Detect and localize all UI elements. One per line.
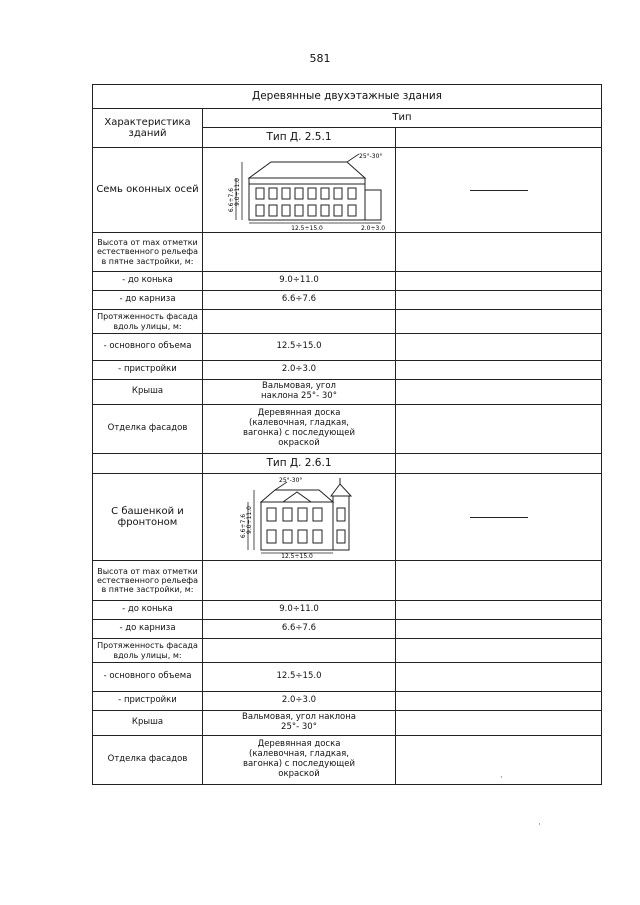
width-main-label: 12.5÷15.0 (281, 553, 313, 558)
facade-finish-line: окраской (278, 437, 320, 448)
empty-cell (203, 639, 396, 663)
type-column-header: Тип (203, 109, 602, 128)
header-row (93, 109, 602, 128)
type-name-row (93, 454, 602, 474)
empty-cell (396, 620, 602, 639)
main-length-row (93, 334, 602, 361)
facade-finish-value (203, 405, 396, 454)
roof-value (203, 711, 396, 736)
height-header-row (93, 233, 602, 272)
eave-value: 6.6÷7.6 (203, 620, 396, 639)
length-header-row (93, 310, 602, 334)
facade-finish-line: окраской (278, 768, 320, 779)
ridge-label: - до конька (93, 601, 203, 620)
ext-length-value: 2.0÷3.0 (203, 692, 396, 711)
height-eave-label: 6.6÷7.6 (240, 513, 247, 539)
dash-mark (470, 517, 528, 518)
empty-cell (396, 272, 602, 291)
eave-label: - до карниза (93, 620, 203, 639)
empty-cell (396, 361, 602, 380)
empty-cell (396, 291, 602, 310)
ridge-label: - до конька (93, 272, 203, 291)
height-total-label: 9.0÷11.0 (234, 178, 241, 206)
characteristic-column-header: Характеристика зданий (93, 109, 203, 148)
ext-length-row (93, 361, 602, 380)
row-label-line: С башенкой и (111, 505, 184, 517)
height-total-label: 9.0÷11.0 (246, 506, 253, 534)
main-length-label: - основного объема (93, 334, 203, 361)
roof-value-line: Вальмовая, угол наклона (242, 712, 356, 723)
empty-cell (93, 454, 203, 474)
facade-finish-line: (калевочная, гладкая, (249, 749, 349, 760)
empty-cell (396, 334, 602, 361)
roof-value-line: наклона 25°- 30° (261, 391, 337, 401)
drawing-row (93, 148, 602, 233)
empty-cell (203, 310, 396, 334)
page-number: 581 (309, 52, 331, 65)
main-length-value: 12.5÷15.0 (203, 334, 396, 361)
facade-finish-row (93, 405, 602, 454)
roof-row (93, 711, 602, 736)
type-name-2-6-1: Тип Д. 2.6.1 (203, 454, 396, 474)
facade-finish-value (203, 736, 396, 785)
facade-finish-label: Отделка фасадов (93, 405, 203, 454)
type-name-2-5-1: Тип Д. 2.5.1 (203, 128, 396, 148)
ext-length-row (93, 692, 602, 711)
ext-length-label: - пристройки (93, 692, 203, 711)
ridge-value: 9.0÷11.0 (203, 272, 396, 291)
empty-cell (396, 128, 602, 148)
ridge-row (93, 272, 602, 291)
height-header: Высота от max отметки естественного рельефа в пятне застройки, м: (93, 233, 203, 272)
facade-finish-line: вагонка) с последующей (242, 759, 356, 769)
width-main-label: 12.5÷15.0 (291, 225, 323, 230)
empty-cell (396, 601, 602, 620)
row-label-tower-and-pediment (93, 474, 203, 561)
height-header-row (93, 561, 602, 601)
empty-cell (396, 736, 602, 785)
eave-label: - до карниза (93, 291, 203, 310)
ridge-row (93, 601, 602, 620)
facade-finish-label: Отделка фасадов (93, 736, 203, 785)
dash-mark (470, 190, 528, 191)
dash-cell (396, 148, 602, 233)
ext-length-value: 2.0÷3.0 (203, 361, 396, 380)
ridge-value: 9.0÷11.0 (203, 601, 396, 620)
dash-cell (396, 474, 602, 561)
roof-angle-label: 25°-30° (279, 477, 303, 484)
roof-angle-label: 25°-30° (359, 153, 383, 160)
empty-cell (396, 454, 602, 474)
empty-cell (396, 380, 602, 405)
facade-drawing-cell (203, 474, 396, 561)
eave-value: 6.6÷7.6 (203, 291, 396, 310)
main-length-label: - основного объема (93, 663, 203, 692)
roof-value-line: 25°- 30° (281, 722, 317, 732)
empty-cell (396, 692, 602, 711)
roof-row (93, 380, 602, 405)
width-ext-label: 2.0÷3.0 (360, 225, 386, 230)
stray-dot: · (500, 773, 503, 783)
building-types-table (92, 84, 602, 785)
facade-drawing-2-5-1 (209, 150, 389, 230)
length-header: Протяженность фасада вдоль улицы, м: (93, 639, 203, 663)
eave-row (93, 620, 602, 639)
empty-cell (396, 639, 602, 663)
drawing-row (93, 474, 602, 561)
roof-label: Крыша (93, 711, 203, 736)
empty-cell (396, 310, 602, 334)
main-length-row (93, 663, 602, 692)
facade-finish-line: вагонка) с последующей (242, 428, 356, 438)
length-header-row (93, 639, 602, 663)
stray-dot: · (538, 820, 541, 830)
facade-finish-row (93, 736, 602, 785)
row-label-seven-window-axes: Семь оконных осей (93, 148, 203, 233)
empty-cell (396, 405, 602, 454)
roof-value (203, 380, 396, 405)
empty-cell (203, 561, 396, 601)
empty-cell (396, 711, 602, 736)
empty-cell (203, 233, 396, 272)
eave-row (93, 291, 602, 310)
length-header: Протяженность фасада вдоль улицы, м: (93, 310, 203, 334)
empty-cell (396, 663, 602, 692)
main-length-value: 12.5÷15.0 (203, 663, 396, 692)
facade-drawing-2-6-1 (209, 476, 389, 558)
roof-label: Крыша (93, 380, 203, 405)
height-header: Высота от max отметки естественного рельефа в пятне застройки, м: (93, 561, 203, 601)
table-title: Деревянные двухэтажные здания (93, 85, 602, 109)
row-label-line: фронтоном (117, 517, 178, 528)
empty-cell (396, 561, 602, 601)
facade-drawing-cell (203, 148, 396, 233)
empty-cell (396, 233, 602, 272)
facade-finish-line: (калевочная, гладкая, (249, 418, 349, 429)
roof-value-line: Вальмовая, угол (262, 381, 336, 392)
facade-finish-line: Деревянная доска (257, 739, 341, 750)
height-eave-label: 6.6÷7.6 (228, 187, 235, 213)
table-title-row (93, 85, 602, 109)
ext-length-label: - пристройки (93, 361, 203, 380)
facade-finish-line: Деревянная доска (257, 408, 341, 419)
